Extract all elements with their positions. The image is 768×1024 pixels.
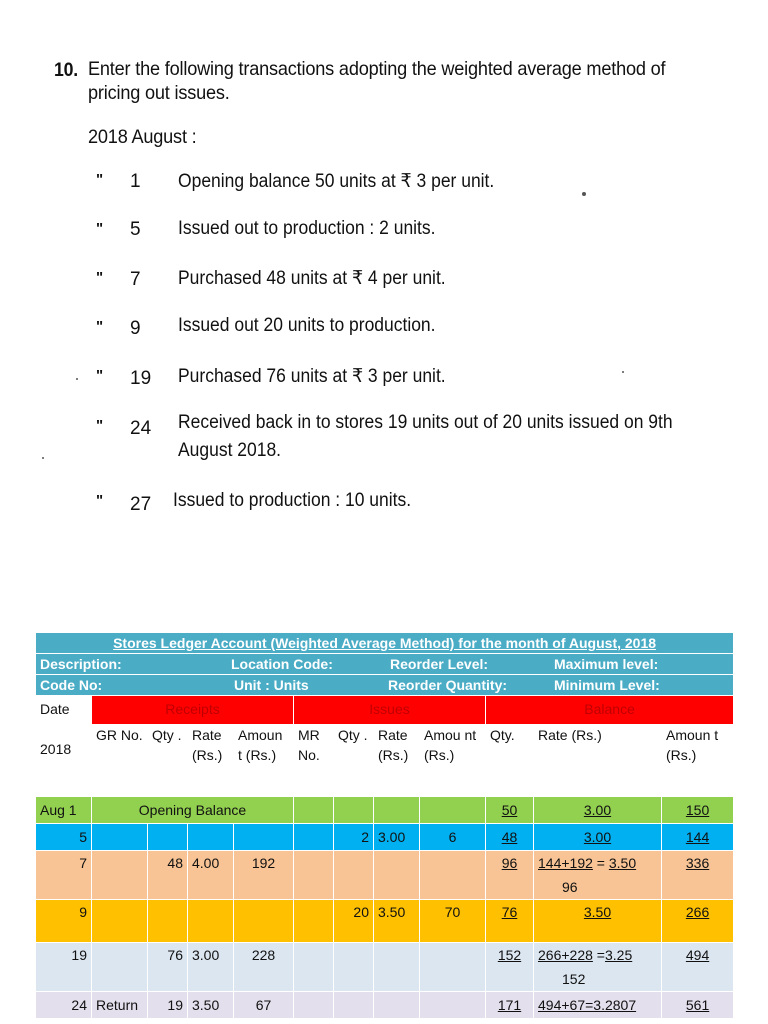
receipt-qty: 48 [148,851,188,900]
balance-rate: 3.00 [534,797,662,824]
transaction-description: Issued out to production : 2 units. [178,218,436,239]
reorder-quantity-label: Reorder Quantity: [388,677,508,693]
mr-no-header: MR No. [294,725,334,794]
question-block [36,34,736,529]
unit-label: Unit : Units [234,677,309,693]
balance-qty: 48 [486,824,534,851]
issue-rate: 3.00 [374,824,420,851]
balance-rate-calc [534,851,662,900]
transaction-description: Received back in to stores 19 units out of 20 units issued on 9th [178,412,673,433]
row-date: 9 [36,900,92,943]
receipts-header: Receipts [92,696,294,725]
gr-no: Return [92,992,148,1019]
balance-amount-header: Amoun t (Rs.) [662,725,734,794]
ledger-title: Stores Ledger Account (Weighted Average Method) for the month of August, 2018 [36,633,734,654]
code-no-label: Code No: [40,677,103,693]
ditto-mark: " [96,269,104,286]
balance-qty: 171 [486,992,534,1019]
receipt-amount-header: Amoun t (Rs.) [234,725,294,794]
receipt-qty: 76 [148,943,188,992]
receipt-qty-header: Qty . [148,725,188,794]
ditto-mark: " [96,318,104,335]
issue-rate: 3.50 [374,900,420,943]
date-header: Date [36,696,92,725]
ledger-meta-row2 [36,675,734,696]
transaction-day: 19 [130,368,152,389]
minimum-level-label: Minimum Level: [554,677,660,693]
receipt-rate-header: Rate (Rs.) [188,725,234,794]
transaction-description: Purchased 76 units at ₹ 3 per unit. [178,366,446,387]
question-heading: 2018 August : [88,126,197,148]
location-code-label: Location Code: [231,656,333,672]
balance-amount: 494 [662,943,734,992]
balance-rate: 3.00 [534,824,662,851]
transaction-description: Issued to production : 10 units. [173,490,412,511]
balance-rate: 3.50 [534,900,662,943]
receipt-amount: 67 [234,992,294,1019]
scan-speck [42,457,44,459]
ledger-row [36,943,734,992]
ledger-row [36,900,734,943]
balance-qty: 50 [486,797,534,824]
transaction-description: Purchased 48 units at ₹ 4 per unit. [178,268,446,289]
receipt-rate: 4.00 [188,851,234,900]
issue-amount: 6 [420,824,486,851]
balance-rate-header: Rate (Rs.) [534,725,662,794]
rate-equals: = [592,947,605,963]
receipt-rate: 3.50 [188,992,234,1019]
gr-no-header: GR No. [92,725,148,794]
transaction-description-cont: August 2018. [178,440,282,461]
scan-speck [622,371,624,373]
issue-amount-header: Amou nt (Rs.) [420,725,486,794]
scan-speck [582,192,586,196]
balance-qty-header: Qty. [486,725,534,794]
balance-amount: 150 [662,797,734,824]
issue-qty-header: Qty . [334,725,374,794]
rate-denominator: 96 [562,879,578,895]
transaction-day: 9 [130,318,141,339]
transaction-day: 27 [130,494,152,515]
issues-header: Issues [294,696,486,725]
receipt-amount: 192 [234,851,294,900]
receipt-amount: 228 [234,943,294,992]
issue-rate-header: Rate (Rs.) [374,725,420,794]
question-number: 10. [54,60,79,81]
rate-equals: = [592,855,609,871]
balance-amount: 561 [662,992,734,1019]
ledger-row [36,797,734,824]
ledger-meta-row1 [36,654,734,675]
row-date: 19 [36,943,92,992]
stores-ledger-table [35,632,734,1019]
row-date: 24 [36,992,92,1019]
balance-rate-calc [534,943,662,992]
transaction-day: 24 [130,418,152,439]
rate-numerator: 144+192 [538,855,593,871]
balance-amount: 144 [662,824,734,851]
issue-qty: 20 [334,900,374,943]
balance-amount: 336 [662,851,734,900]
rate-numerator: 494+67=3.2807 [538,997,637,1013]
maximum-level-label: Maximum level: [554,656,659,672]
rate-numerator: 266+228 [538,947,593,963]
row-date: 5 [36,824,92,851]
row-date: Aug 1 [36,797,92,824]
balance-qty: 96 [486,851,534,900]
ledger-row [36,824,734,851]
receipt-rate: 3.00 [188,943,234,992]
balance-header: Balance [486,696,734,725]
balance-qty: 152 [486,943,534,992]
ditto-mark: " [96,492,104,509]
balance-rate-calc [534,992,662,1019]
rate-value: 3.50 [608,855,637,871]
opening-balance-note: Opening Balance [92,797,294,824]
receipt-qty: 19 [148,992,188,1019]
rate-value: 3.25 [604,947,633,963]
ledger-row [36,851,734,900]
transaction-day: 7 [130,269,141,290]
transaction-day: 1 [130,171,141,192]
ditto-mark: " [96,171,104,188]
rate-denominator: 152 [562,971,586,987]
ledger-row [36,992,734,1019]
transaction-description: Opening balance 50 units at ₹ 3 per unit. [178,171,495,192]
issue-qty: 2 [334,824,374,851]
description-label: Description: [40,656,122,672]
transaction-day: 5 [130,219,141,240]
ditto-mark: " [96,367,104,384]
year-header: 2018 [36,725,92,794]
balance-qty: 76 [486,900,534,943]
reorder-level-label: Reorder Level: [390,656,489,672]
issue-amount: 70 [420,900,486,943]
balance-amount: 266 [662,900,734,943]
ditto-mark: " [96,220,104,237]
scan-speck [76,378,78,380]
question-text-line1: Enter the following transactions adopting the weighted average method of [88,58,666,80]
ditto-mark: " [96,417,104,434]
question-text-line2: pricing out issues. [88,82,230,104]
row-date: 7 [36,851,92,900]
transaction-description: Issued out 20 units to production. [178,315,436,336]
